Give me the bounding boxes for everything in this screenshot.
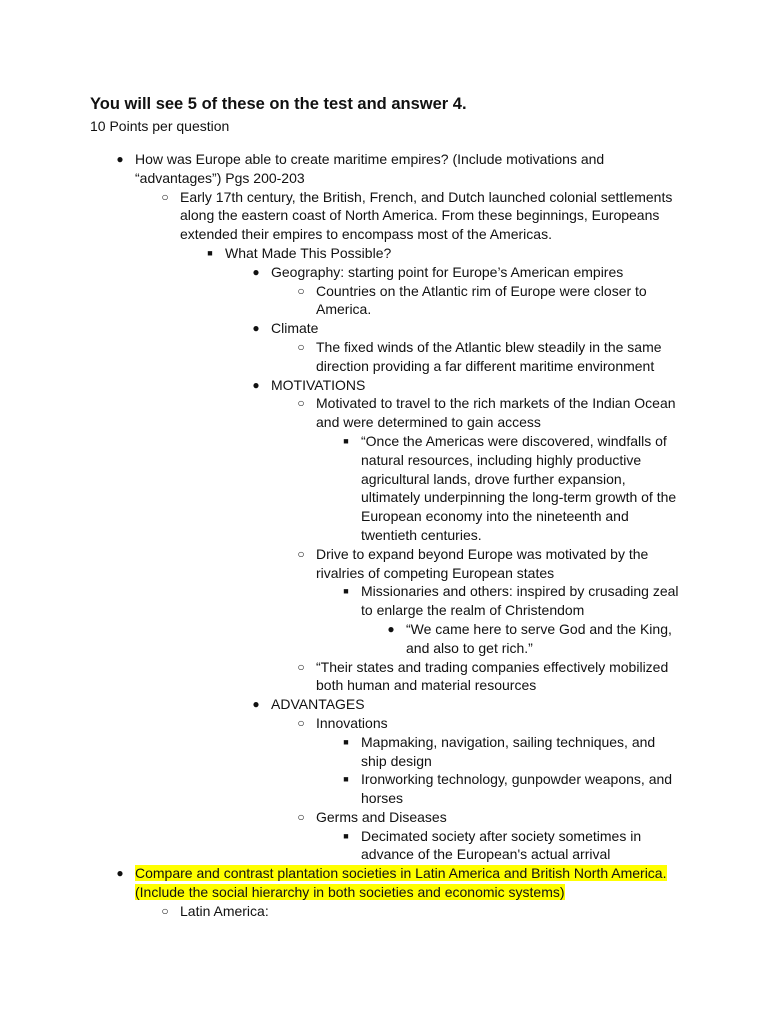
list-item-text bbox=[316, 282, 768, 320]
list-item-text bbox=[271, 319, 768, 338]
list-item-text bbox=[406, 620, 768, 658]
list-item bbox=[0, 263, 768, 282]
list-item-text bbox=[316, 338, 768, 376]
list-item-text bbox=[225, 244, 768, 263]
list-item-line: twentieth centuries. bbox=[361, 526, 482, 543]
square-bullet-icon: ■ bbox=[343, 830, 349, 841]
list-item-text bbox=[135, 864, 768, 902]
circle-bullet-icon: ○ bbox=[297, 546, 305, 561]
list-item-text bbox=[361, 432, 768, 545]
list-item-line: The fixed winds of the Atlantic blew steadily in the same bbox=[316, 338, 662, 355]
list-item-line: Missionaries and others: inspired by crusading zeal bbox=[361, 583, 679, 600]
list-item-text bbox=[180, 902, 768, 921]
list-item-line: advance of the European's actual arrival bbox=[361, 846, 611, 863]
list-item bbox=[0, 733, 768, 771]
square-bullet-icon: ■ bbox=[343, 736, 349, 747]
list-item-line: Compare and contrast plantation societies in Latin America and British North America. bbox=[135, 865, 667, 882]
list-item-line: MOTIVATIONS bbox=[271, 376, 366, 393]
square-bullet-icon: ■ bbox=[343, 586, 349, 597]
list-item bbox=[0, 282, 768, 320]
list-item-line: “advantages”) Pgs 200-203 bbox=[135, 169, 305, 186]
list-item-line: Geography: starting point for Europe’s American empires bbox=[271, 263, 624, 280]
list-item-line: Latin America: bbox=[180, 902, 269, 919]
list-item-line: agricultural lands, drove further expansion, bbox=[361, 470, 626, 487]
list-item bbox=[0, 376, 768, 395]
list-item-line: along the eastern coast of North America. From these beginnings, Europeans bbox=[180, 207, 660, 224]
list-item-line: ultimately underpinning the long-term growth of the bbox=[361, 489, 677, 506]
list-item-line: Drive to expand beyond Europe was motivated by the bbox=[316, 545, 649, 562]
list-item-line: “We came here to serve God and the King, bbox=[406, 620, 672, 637]
list-item bbox=[0, 319, 768, 338]
list-item-line: America. bbox=[316, 301, 372, 318]
list-item bbox=[0, 620, 768, 658]
page-subtitle: 10 Points per question bbox=[90, 118, 230, 134]
circle-bullet-icon: ○ bbox=[297, 339, 305, 354]
list-item-line: (Include the social hierarchy in both societies and economic systems) bbox=[135, 884, 565, 901]
disc-bullet-icon: ● bbox=[252, 697, 260, 712]
list-item-line: European economy into the nineteenth and bbox=[361, 508, 629, 525]
list-item-text bbox=[135, 150, 768, 188]
square-bullet-icon: ■ bbox=[343, 435, 349, 446]
list-item-text bbox=[271, 263, 768, 282]
list-item bbox=[0, 150, 768, 188]
list-item-text bbox=[361, 770, 768, 808]
list-item-line: and also to get rich.” bbox=[406, 639, 533, 656]
list-item bbox=[0, 432, 768, 545]
list-item bbox=[0, 582, 768, 620]
list-item-line: natural resources, including highly productive bbox=[361, 451, 642, 468]
list-item-text bbox=[316, 545, 768, 583]
list-item-text bbox=[316, 808, 768, 827]
list-item-line: and were determined to gain access bbox=[316, 414, 541, 431]
list-item-line: direction providing a far different maritime environment bbox=[316, 357, 655, 374]
square-bullet-icon: ■ bbox=[207, 247, 213, 258]
list-item-line: Mapmaking, navigation, sailing techniques, and bbox=[361, 733, 656, 750]
list-item-line: ship design bbox=[361, 752, 432, 769]
list-item-line: both human and material resources bbox=[316, 677, 537, 694]
disc-bullet-icon: ● bbox=[252, 377, 260, 392]
circle-bullet-icon: ○ bbox=[161, 903, 169, 918]
list-item bbox=[0, 808, 768, 827]
square-bullet-icon: ■ bbox=[343, 774, 349, 785]
list-item bbox=[0, 394, 768, 432]
circle-bullet-icon: ○ bbox=[297, 715, 305, 730]
list-item-line: Early 17th century, the British, French, and Dutch launched colonial settlements bbox=[180, 188, 673, 205]
list-item-line: rivalries of competing European states bbox=[316, 564, 555, 581]
list-item-line: to enlarge the realm of Christendom bbox=[361, 602, 585, 619]
circle-bullet-icon: ○ bbox=[297, 283, 305, 298]
list-item-text bbox=[361, 733, 768, 771]
disc-bullet-icon: ● bbox=[387, 621, 395, 636]
list-item bbox=[0, 338, 768, 376]
circle-bullet-icon: ○ bbox=[297, 659, 305, 674]
list-item-line: horses bbox=[361, 790, 404, 807]
list-item-line: Germs and Diseases bbox=[316, 808, 447, 825]
list-item-line: ADVANTAGES bbox=[271, 696, 365, 713]
list-item-text bbox=[316, 658, 768, 696]
list-item-text bbox=[271, 376, 768, 395]
list-item-text bbox=[271, 695, 768, 714]
list-item-line: Decimated society after society sometimes in bbox=[361, 827, 642, 844]
list-item bbox=[0, 770, 768, 808]
circle-bullet-icon: ○ bbox=[161, 189, 169, 204]
list-item-line: extended their empires to encompass most of the Americas. bbox=[180, 226, 552, 243]
list-item bbox=[0, 545, 768, 583]
list-item-line: How was Europe able to create maritime empires? (Include motivations and bbox=[135, 151, 605, 167]
list-item bbox=[0, 714, 768, 733]
page-title: You will see 5 of these on the test and answer 4. bbox=[90, 95, 467, 113]
disc-bullet-icon: ● bbox=[116, 152, 124, 166]
list-item bbox=[0, 244, 768, 263]
list-item-text bbox=[316, 714, 768, 733]
list-item-line: Ironworking technology, gunpowder weapons, and bbox=[361, 771, 673, 788]
disc-bullet-icon: ● bbox=[116, 866, 124, 881]
disc-bullet-icon: ● bbox=[252, 321, 260, 336]
list-item-line: Innovations bbox=[316, 714, 388, 731]
list-item bbox=[0, 827, 768, 865]
list-item-line: Motivated to travel to the rich markets of the Indian Ocean bbox=[316, 395, 676, 412]
list-item bbox=[0, 188, 768, 244]
list-item-line: Countries on the Atlantic rim of Europe were closer to bbox=[316, 282, 647, 299]
list-item-text bbox=[180, 188, 768, 244]
list-item-line: Climate bbox=[271, 320, 319, 337]
list-item bbox=[0, 864, 768, 902]
list-item-text bbox=[361, 582, 768, 620]
list-item bbox=[0, 695, 768, 714]
list-item bbox=[0, 658, 768, 696]
list-item bbox=[0, 902, 768, 921]
disc-bullet-icon: ● bbox=[252, 264, 260, 279]
circle-bullet-icon: ○ bbox=[297, 809, 305, 824]
list-item-text bbox=[316, 394, 768, 432]
outline-list bbox=[0, 150, 768, 921]
circle-bullet-icon: ○ bbox=[297, 396, 305, 411]
list-item-text bbox=[361, 827, 768, 865]
list-item-line: “Once the Americas were discovered, windfalls of bbox=[361, 432, 667, 449]
list-item-line: “Their states and trading companies effectively mobilized bbox=[316, 658, 669, 675]
list-item-line: What Made This Possible? bbox=[225, 244, 392, 261]
